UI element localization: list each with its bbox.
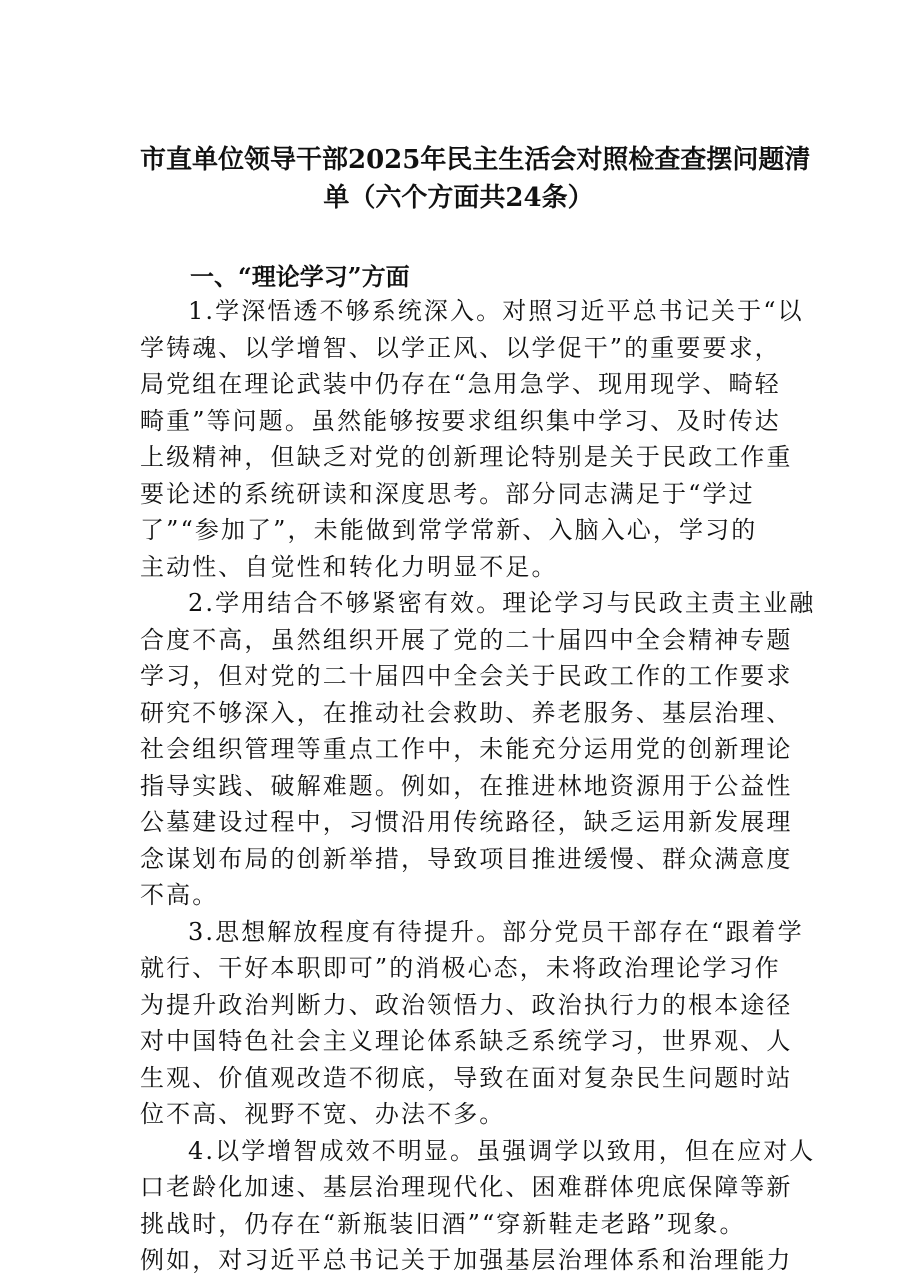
title-line: 单（六个方面共24条）	[323, 183, 594, 213]
section-heading: 一、“理论学习”方面	[190, 262, 410, 291]
document-body	[140, 293, 816, 1279]
text-line: 2.学用结合不够紧密有效。理论学习与民政主责主业融	[188, 589, 816, 617]
text-line: 念谋划布局的创新举措，导致项目推进缓慢、群众满意度	[140, 844, 793, 873]
text-line: 生观、价值观改造不彻底，导致在面对复杂民生问题时站	[140, 1063, 793, 1092]
text-line: 要论述的系统研读和深度思考。部分同志满足于“学过	[140, 479, 755, 508]
text-line: 3.思想解放程度有待提升。部分党员干部存在“跟着学	[188, 917, 804, 946]
text-line: 研究不够深入，在推动社会救助、养老服务、基层治理、	[140, 698, 793, 727]
paragraph-item-4	[140, 1133, 816, 1279]
document-title	[140, 141, 811, 217]
text-line: 4.以学增智成效不明显。虽强调学以致用，但在应对人	[188, 1136, 816, 1165]
text-line: 指导实践、破解难题。例如，在推进林地资源用于公益性	[140, 771, 793, 800]
paragraph-item-2	[140, 585, 816, 914]
text-line: 挑战时，仍存在“新瓶装旧酒”“穿新鞋走老路”现象。	[140, 1209, 746, 1238]
text-line: 1.学深悟透不够系统深入。对照习近平总书记关于“以	[188, 297, 804, 325]
text-line: 主动性、自觉性和转化力明显不足。	[140, 552, 558, 581]
text-line: 就行、干好本职即可”的消极心态，未将政治理论学习作	[140, 954, 781, 982]
text-line: 了”“参加了”，未能做到常学常新、入脑入心，学习的	[140, 516, 758, 544]
text-line: 口老龄化加速、基层治理现代化、困难群体兜底保障等新	[140, 1173, 793, 1201]
text-line: 学铸魂、以学增智、以学正风、以学促干”的重要要求，	[140, 333, 781, 362]
text-line: 畸重”等问题。虽然能够按要求组织集中学习、及时传达	[140, 406, 781, 435]
text-line: 不高。	[140, 881, 219, 909]
text-line: 上级精神，但缺乏对党的创新理论特别是关于民政工作重	[140, 443, 793, 471]
paragraph-item-1	[140, 293, 804, 585]
text-line: 合度不高，虽然组织开展了党的二十届四中全会精神专题	[140, 625, 793, 654]
text-line: 社会组织管理等重点工作中，未能充分运用党的创新理论	[140, 735, 793, 763]
title-line: 市直单位领导干部2025年民主生活会对照检查查摆问题清	[140, 145, 811, 175]
text-line: 为提升政治判断力、政治领悟力、政治执行力的根本途径	[140, 990, 793, 1019]
text-line: 位不高、视野不宽、办法不多。	[140, 1100, 506, 1128]
text-line: 学习，但对党的二十届四中全会关于民政工作的工作要求	[140, 662, 793, 690]
text-line: 公墓建设过程中，习惯沿用传统路径，缺乏运用新发展理	[140, 808, 793, 836]
text-line: 例如，对习近平总书记关于加强基层治理体系和治理能力	[140, 1246, 793, 1274]
paragraph-item-3	[140, 914, 804, 1133]
text-line: 局党组在理论武装中仍存在“急用急学、现用现学、畸轻	[140, 370, 781, 398]
text-line: 对中国特色社会主义理论体系缺乏系统学习，世界观、人	[140, 1027, 793, 1055]
